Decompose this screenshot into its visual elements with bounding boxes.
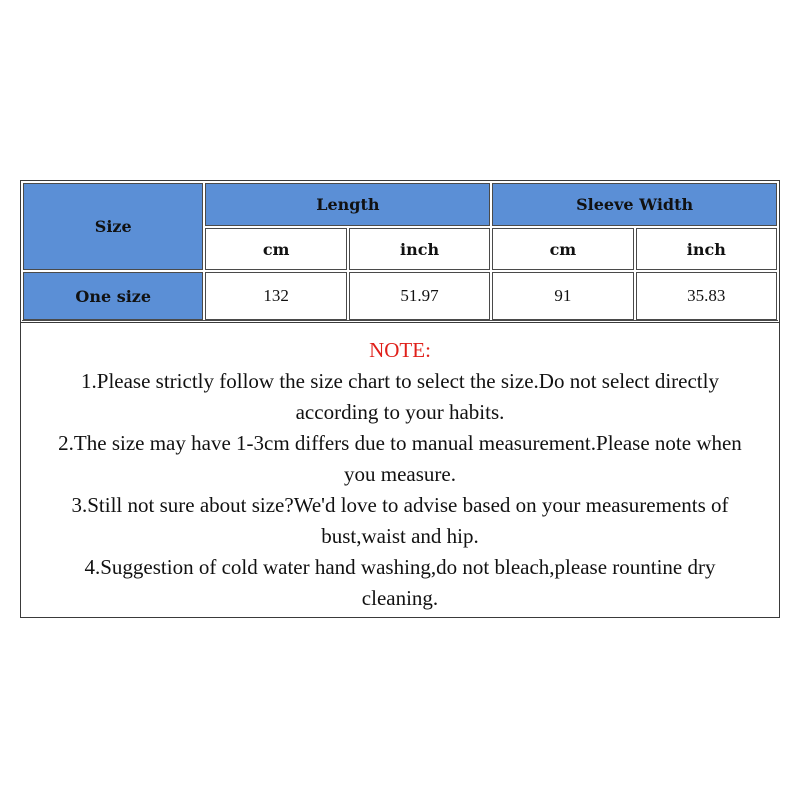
length-inch-unit-cell: [349, 228, 490, 270]
table-header-row: [23, 183, 777, 226]
length-cm-cell: [205, 272, 346, 320]
unit-label: inch: [686, 239, 726, 259]
length-inch-value: 51.97: [400, 286, 439, 305]
unit-label: inch: [399, 239, 440, 259]
size-header-label: Size: [94, 217, 132, 236]
sleeve-inch-cell: [636, 272, 777, 320]
sleeve-cm-cell: [492, 272, 633, 320]
table-row: [23, 272, 777, 320]
length-inch-cell: [349, 272, 490, 320]
size-value-cell: [23, 272, 203, 320]
sleeve-cm-value: 91: [554, 286, 572, 305]
size-chart-table: [20, 180, 780, 323]
unit-label: cm: [262, 239, 290, 259]
note-line-1: 1.Please strictly follow the size chart to select the size.Do not select directly according to your habits.: [81, 369, 719, 424]
note-title: NOTE:: [369, 338, 431, 362]
sleeve-inch-unit-cell: [636, 228, 777, 270]
length-header-cell: [205, 183, 490, 226]
size-value: One size: [75, 286, 152, 306]
sleeve-width-header-cell: [492, 183, 777, 226]
notes-section: [22, 320, 778, 616]
length-cm-unit-cell: [205, 228, 346, 270]
note-line-2: 2.The size may have 1-3cm differs due to manual measurement.Please note when you measure.: [58, 431, 742, 486]
size-header-cell: [23, 183, 203, 270]
unit-label: cm: [549, 239, 577, 259]
note-line-3: 3.Still not sure about size?We'd love to advise based on your measurements of bust,waist and hip.: [71, 493, 729, 548]
length-header-label: Length: [316, 195, 380, 214]
sleeve-width-header-label: Sleeve Width: [576, 195, 694, 214]
note-line-4: 4.Suggestion of cold water hand washing,do not bleach,please rountine dry cleaning.: [84, 555, 716, 610]
sleeve-inch-value: 35.83: [687, 286, 726, 305]
sleeve-cm-unit-cell: [492, 228, 633, 270]
length-cm-value: 132: [263, 286, 289, 305]
